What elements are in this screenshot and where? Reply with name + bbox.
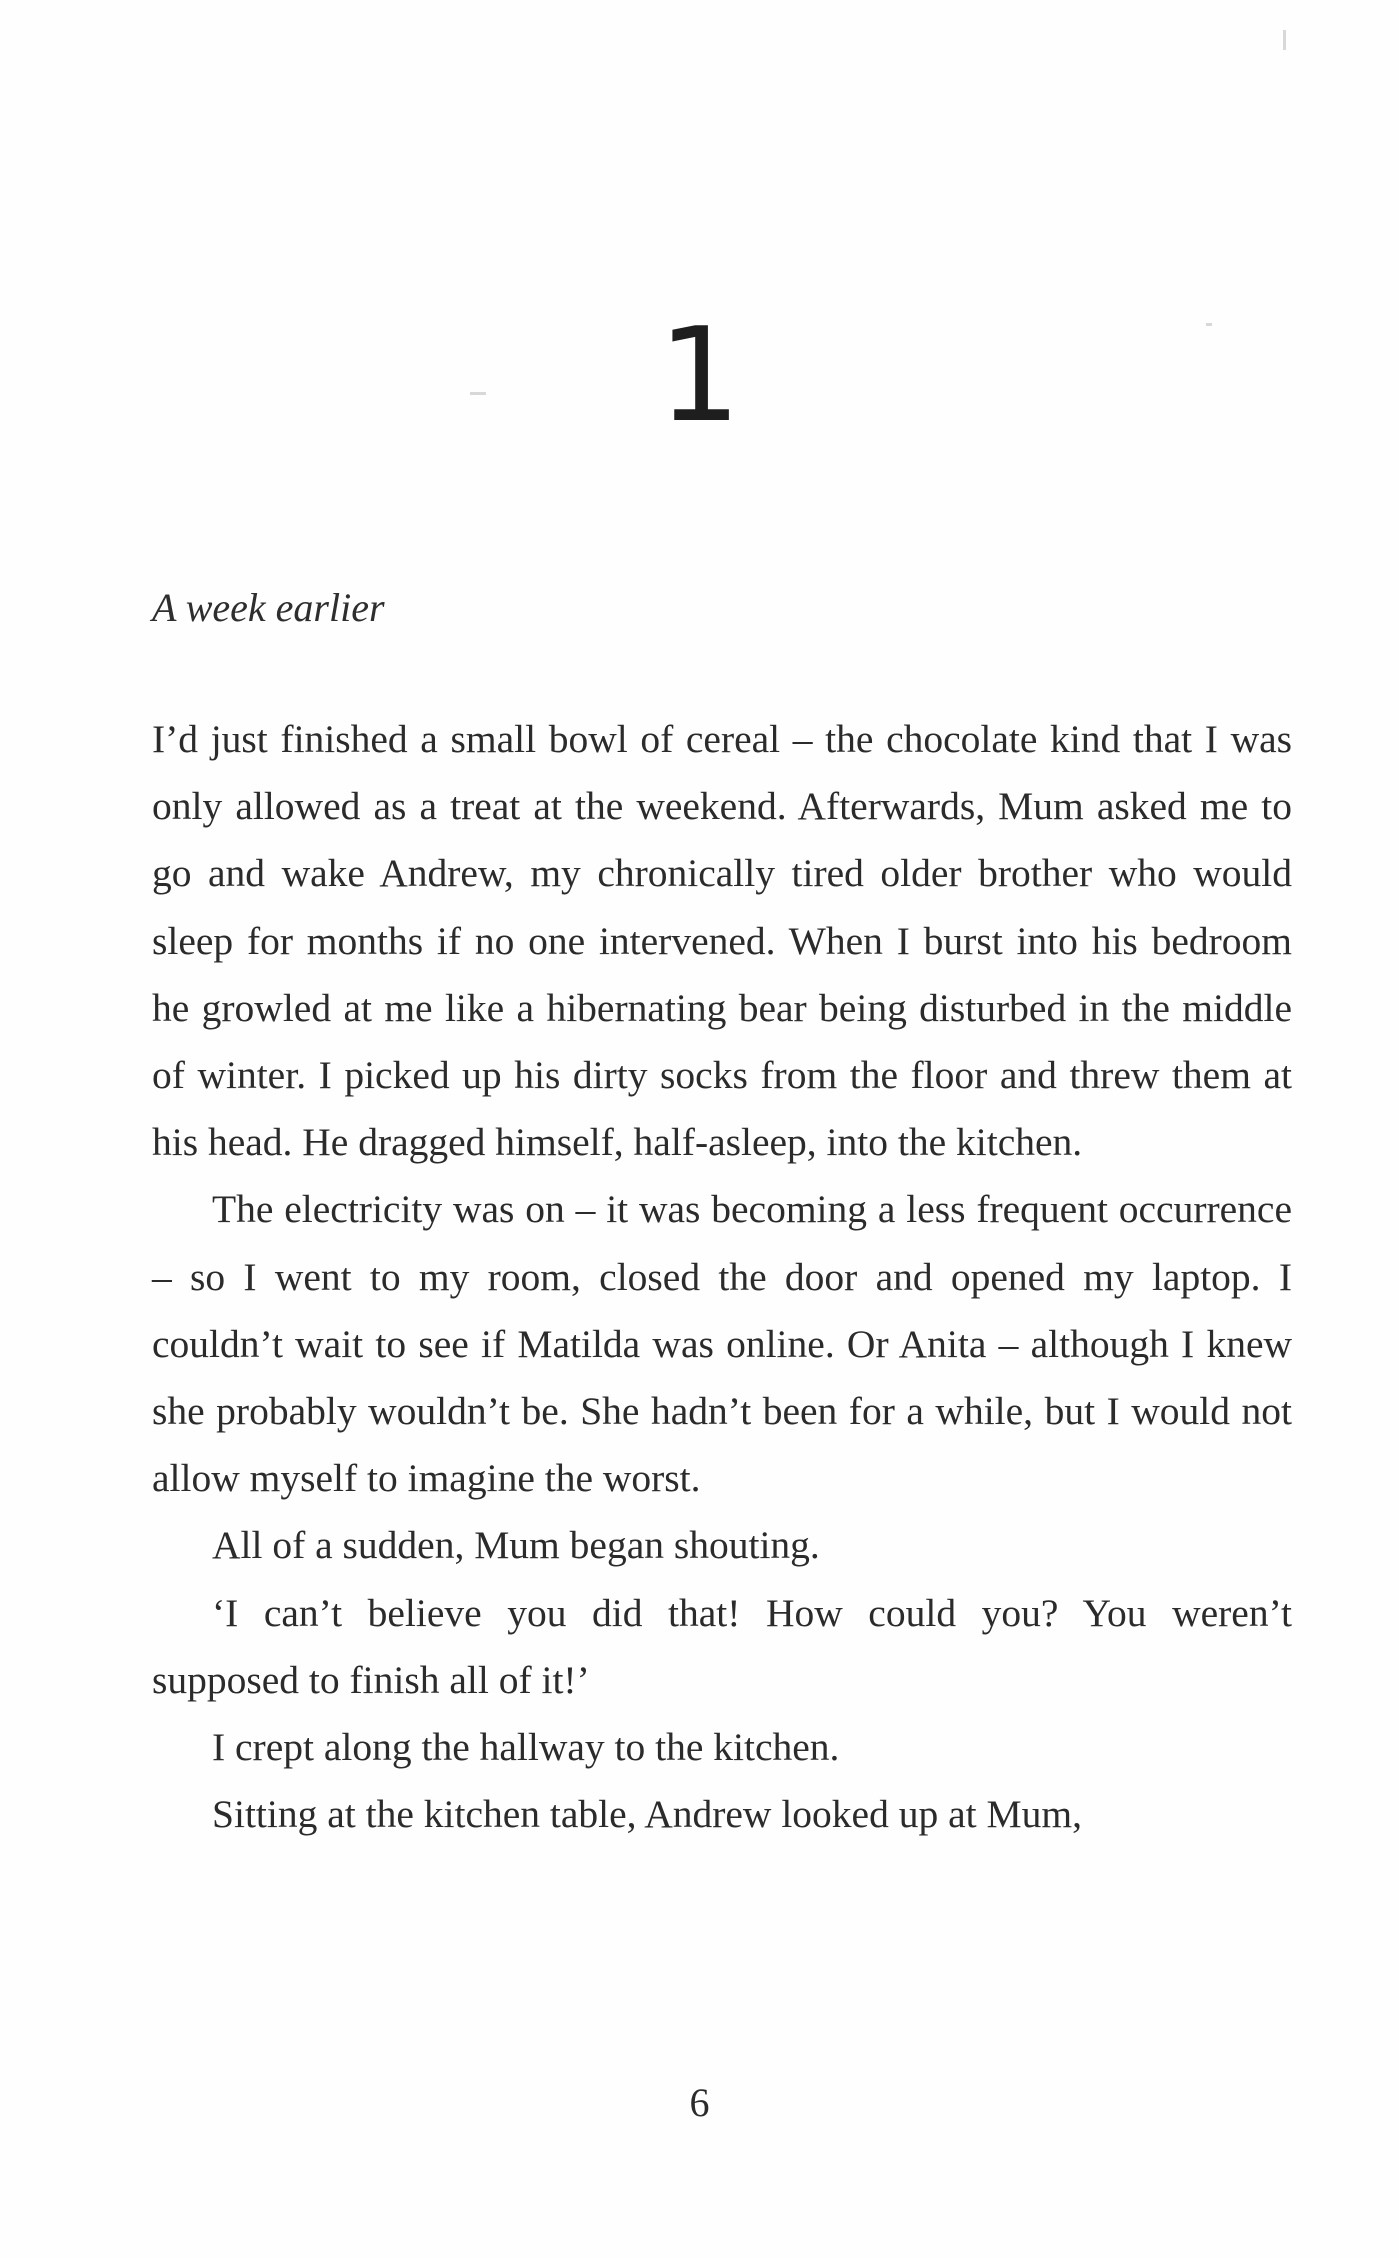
body-text (152, 706, 1292, 1848)
page-number: 6 (689, 2080, 710, 2125)
paragraph: The electricity was on – it was becoming a less frequent occurrence – so I went to my room, closed the door and opened my laptop. I couldn’t wait to see if Matilda was online. Or Anita – although I knew she probably wouldn’t be. She hadn’t been for a while, but I would not allow myself to imagine the worst. (152, 1187, 1292, 1501)
paragraph: Sitting at the kitchen table, Andrew looked up at Mum, (212, 1792, 1082, 1837)
chapter-number: 1 (658, 299, 741, 451)
paragraph: I crept along the hallway to the kitchen. (212, 1725, 840, 1770)
chapter-subtitle: A week earlier (152, 585, 385, 630)
paragraph: ‘I can’t believe you did that! How could you? You weren’t supposed to finish all of it!’ (152, 1590, 1292, 1702)
paragraph: All of a sudden, Mum began shouting. (212, 1523, 820, 1568)
scan-mark (1283, 30, 1286, 50)
paragraph: I’d just finished a small bowl of cereal – the chocolate kind that I was only allowed as a treat at the weekend. Afterwards, Mum asked me to go and wake Andrew, my chronically tired older brother who would sleep for months if no one intervened. When I burst into his bedroom he growled at me like a hibernating bear being disturbed in the middle of winter. I picked up his dirty socks from the floor and threw them at his head. He dragged himself, half-asleep, into the kitchen. (152, 717, 1292, 1165)
